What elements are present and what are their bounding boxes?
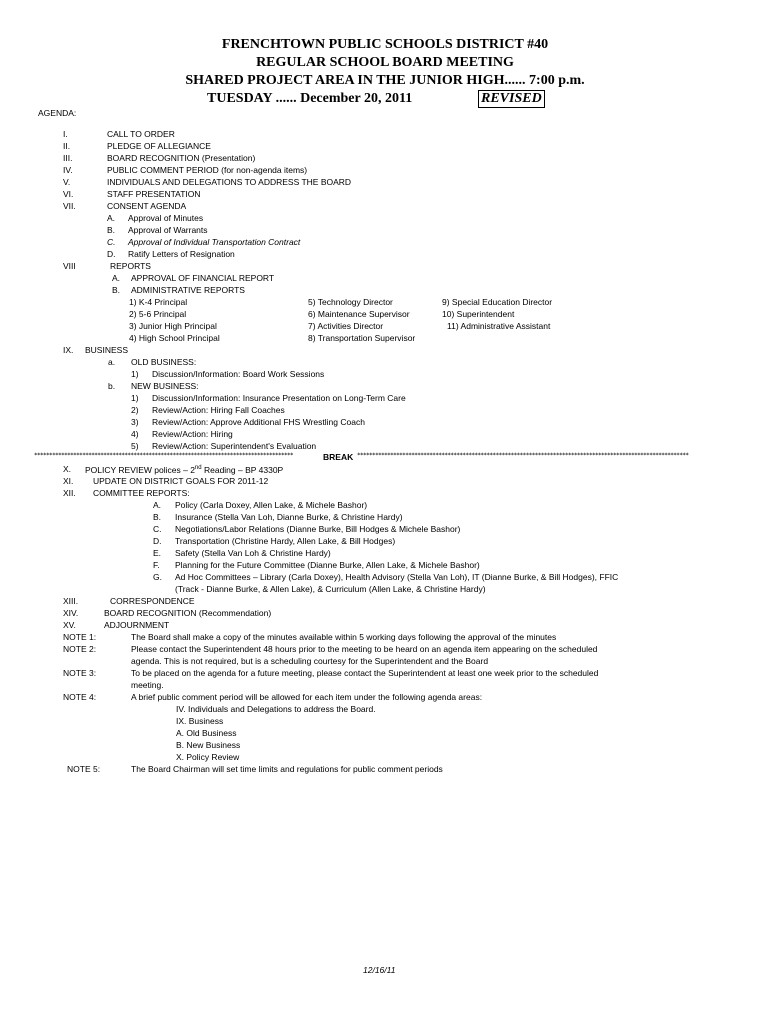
item-number: VIII [63, 261, 76, 271]
agenda-item-board-recognition: BOARD RECOGNITION (Presentation) [107, 153, 256, 163]
report-list-item: 11) Administrative Assistant [447, 321, 551, 331]
policy-review-text: POLICY REVIEW polices – 2 [85, 464, 195, 475]
new-business-item: Review/Action: Approve Additional FHS Wrestling Coach [152, 417, 365, 427]
meeting-location: SHARED PROJECT AREA IN THE JUNIOR HIGH...... 7:00 p.m. [185, 73, 585, 88]
note-label: NOTE 3: [63, 668, 97, 678]
footer-date: 12/16/11 [363, 965, 396, 975]
agenda-item-call-to-order: CALL TO ORDER [107, 129, 175, 139]
item-number: XIII. [63, 596, 79, 606]
note-label: NOTE 2: [63, 644, 97, 654]
note-sub-item: B. New Business [176, 740, 241, 750]
new-business-item: Review/Action: Superintendent's Evaluation [152, 441, 317, 451]
report-list-item: 7) Activities Director [308, 321, 384, 331]
report-list-item: 9) Special Education Director [442, 297, 553, 307]
committee-item: Planning for the Future Committee (Dianne Burke, Allen Lake, & Michele Bashor) [175, 560, 480, 570]
report-list-item: 6) Maintenance Supervisor [308, 309, 410, 319]
old-business-heading: OLD BUSINESS: [131, 357, 197, 367]
new-business-item: Review/Action: Hiring [152, 429, 233, 439]
note-label: NOTE 1: [63, 632, 97, 642]
item-number: IX. [63, 345, 74, 355]
agenda-item-public-comment: PUBLIC COMMENT PERIOD (for non-agenda items) [107, 165, 308, 175]
sub-item-letter: A. [153, 500, 162, 510]
agenda-item-consent-agenda: CONSENT AGENDA [107, 201, 187, 211]
committee-item: Negotiations/Labor Relations (Dianne Burke, Bill Hodges & Michele Bashor) [175, 524, 461, 534]
sub-item-letter: B. [153, 512, 162, 522]
item-number: VII. [63, 201, 76, 211]
new-business-item: Review/Action: Hiring Fall Coaches [152, 405, 285, 415]
item-number: V. [63, 177, 71, 187]
old-business-item: Discussion/Information: Board Work Sessions [152, 369, 325, 379]
item-number: XI. [63, 476, 74, 486]
agenda-item-reports: REPORTS [110, 261, 151, 271]
meeting-title: REGULAR SCHOOL BOARD MEETING [256, 55, 514, 70]
report-financial: APPROVAL OF FINANCIAL REPORT [131, 273, 275, 283]
report-list-item: 3) Junior High Principal [129, 321, 217, 331]
report-list-item: 4) High School Principal [129, 333, 220, 343]
note-sub-item: A. Old Business [176, 728, 237, 738]
committee-item: Policy (Carla Doxey, Allen Lake, & Michele Bashor) [175, 500, 368, 510]
agenda-item-individuals: INDIVIDUALS AND DELEGATIONS TO ADDRESS THE BOARD [107, 177, 352, 187]
sub-item-letter: B. [107, 225, 116, 235]
new-business-item: Discussion/Information: Insurance Presentation on Long-Term Care [152, 393, 406, 403]
committee-item: Transportation (Christine Hardy, Allen Lake, & Bill Hodges) [175, 536, 396, 546]
note-text: The Board shall make a copy of the minutes available within 5 working days following the approval of the minutes [131, 632, 557, 642]
sub-item-number: 1) [131, 393, 139, 403]
note-label: NOTE 4: [63, 692, 97, 702]
revised-stamp: REVISED [478, 90, 545, 108]
sub-item-number: 4) [131, 429, 139, 439]
agenda-item-business: BUSINESS [85, 345, 128, 355]
agenda-item-board-recognition-rec: BOARD RECOGNITION (Recommendation) [104, 608, 272, 618]
sub-item-letter: D. [107, 249, 116, 259]
agenda-item-committee-reports: COMMITTEE REPORTS: [93, 488, 190, 498]
note-text: The Board Chairman will set time limits and regulations for public comment periods [131, 764, 443, 774]
note-sub-item: IX. Business [176, 716, 224, 726]
item-number: I. [63, 129, 68, 139]
item-number: XIV. [63, 608, 79, 618]
sub-item-letter: a. [108, 357, 116, 367]
sub-item-letter: C. [107, 237, 116, 247]
item-number: III. [63, 153, 73, 163]
agenda-item-staff-presentation: STAFF PRESENTATION [107, 189, 201, 199]
agenda-item-adjournment: ADJOURNMENT [104, 620, 170, 630]
agenda-item-policy-review [85, 465, 283, 474]
sub-item-letter: E. [153, 548, 162, 558]
report-list-item: 1) K-4 Principal [129, 297, 188, 307]
item-number: X. [63, 464, 72, 474]
consent-item-transportation-contract: Approval of Individual Transportation Contract [128, 237, 301, 247]
sub-item-number: 1) [131, 369, 139, 379]
note-text: agenda. This is not required, but is a scheduling courtesy for the Superintendent and the Board [131, 656, 489, 666]
sub-item-letter: F. [153, 560, 160, 570]
consent-item-warrants: Approval of Warrants [128, 225, 208, 235]
break-divider-right: ************************************************************************************************************** [357, 452, 689, 459]
note-label: NOTE 5: [67, 764, 101, 774]
sub-item-number: 2) [131, 405, 139, 415]
consent-item-minutes: Approval of Minutes [128, 213, 204, 223]
item-number: XV. [63, 620, 76, 630]
item-number: IV. [63, 165, 73, 175]
sub-item-letter: G. [153, 572, 162, 582]
sub-item-letter: C. [153, 524, 162, 534]
note-text: Please contact the Superintendent 48 hours prior to the meeting to be heard on an agenda item appearing on the scheduled [131, 644, 598, 654]
agenda-item-district-goals: UPDATE ON DISTRICT GOALS FOR 2011-12 [93, 476, 269, 486]
report-administrative: ADMINISTRATIVE REPORTS [131, 285, 245, 295]
sub-item-letter: A. [107, 213, 116, 223]
agenda-item-pledge: PLEDGE OF ALLEGIANCE [107, 141, 211, 151]
sub-item-number: 3) [131, 417, 139, 427]
item-number: XII. [63, 488, 76, 498]
sub-item-letter: b. [108, 381, 116, 391]
sub-item-letter: A. [112, 273, 121, 283]
sub-item-letter: D. [153, 536, 162, 546]
break-label: BREAK [323, 452, 354, 462]
meeting-date: TUESDAY ...... December 20, 2011 [207, 91, 413, 106]
item-number: II. [63, 141, 71, 151]
policy-review-sup: nd [194, 465, 202, 471]
note-sub-item: IV. Individuals and Delegations to address the Board. [176, 704, 376, 714]
agenda-item-correspondence: CORRESPONDENCE [110, 596, 195, 606]
report-list-item: 10) Superintendent [442, 309, 515, 319]
committee-item: Safety (Stella Van Loh & Christine Hardy) [175, 548, 331, 558]
note-text: A brief public comment period will be allowed for each item under the following agenda areas: [131, 692, 483, 702]
report-list-item: 5) Technology Director [308, 297, 393, 307]
sub-item-number: 5) [131, 441, 139, 451]
report-list-item: 8) Transportation Supervisor [308, 333, 416, 343]
note-text: meeting. [131, 680, 164, 690]
note-sub-item: X. Policy Review [176, 752, 240, 762]
new-business-heading: NEW BUSINESS: [131, 381, 199, 391]
policy-review-text-post: Reading – BP 4330P [201, 464, 284, 475]
committee-item: Ad Hoc Committees – Library (Carla Doxey), Health Advisory (Stella Van Loh), IT (Dianne Burke, & Bill Hodges), FFIC [175, 572, 619, 582]
report-list-item: 2) 5-6 Principal [129, 309, 187, 319]
committee-item-continued: (Track - Dianne Burke, & Allen Lake), & Curriculum (Allen Lake, & Christine Hardy) [175, 584, 486, 594]
sub-item-letter: B. [112, 285, 121, 295]
item-number: VI. [63, 189, 74, 199]
note-text: To be placed on the agenda for a future meeting, please contact the Superintendent at least one week prior to the scheduled [131, 668, 599, 678]
committee-item: Insurance (Stella Van Loh, Dianne Burke, & Christine Hardy) [175, 512, 403, 522]
break-divider-left: ************************************************************************************** [34, 452, 294, 459]
consent-item-resignations: Ratify Letters of Resignation [128, 249, 235, 259]
agenda-label: AGENDA: [38, 108, 77, 118]
district-title: FRENCHTOWN PUBLIC SCHOOLS DISTRICT #40 [221, 37, 549, 52]
